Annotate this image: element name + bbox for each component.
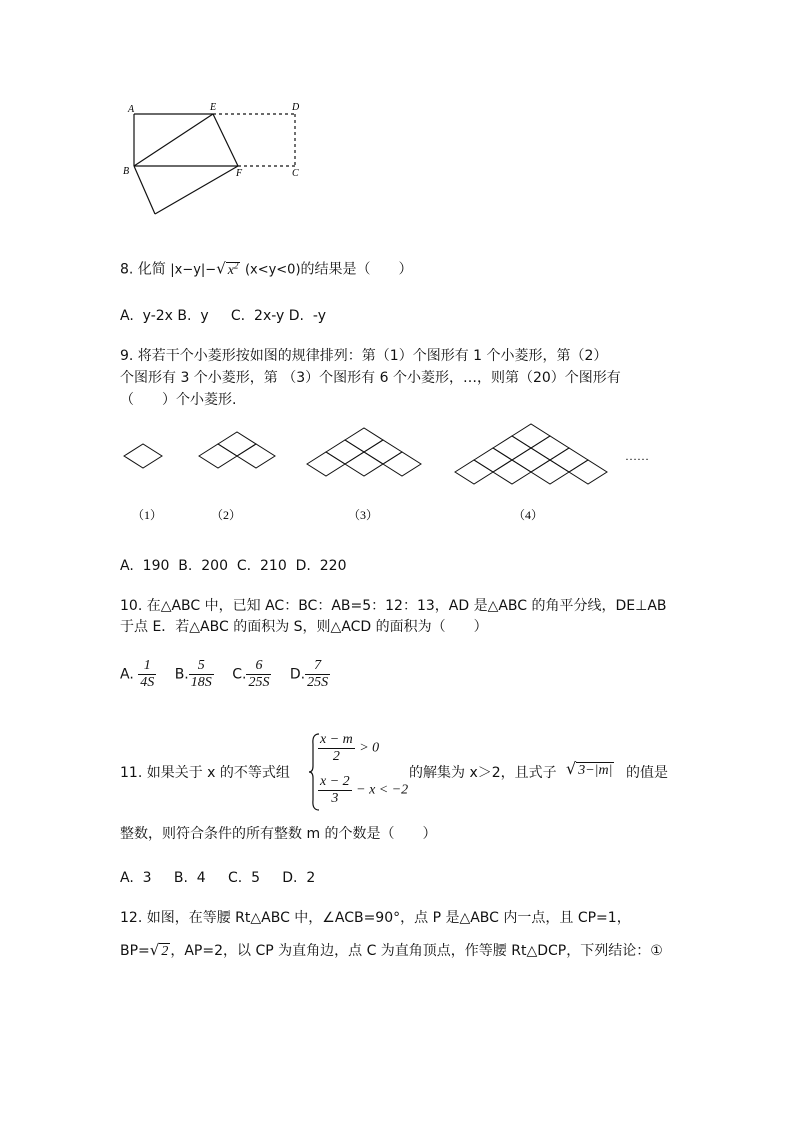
figure-label-3: （3） — [348, 508, 379, 522]
q11-suffix: 的值是 — [626, 765, 668, 781]
q11-inequality-2: $\frac{x - 2}{3}$ − x < −2 — [320, 774, 409, 806]
q10-option-b: B. $\frac{5}{18S}$ — [174, 658, 212, 690]
question-8 — [120, 255, 413, 281]
q8-abs-expr: |x−y|− — [170, 262, 217, 278]
question-11 — [120, 732, 668, 812]
label-A: A — [128, 104, 135, 115]
q11-prefix: 11. 如果关于 x 的不等式组 — [120, 765, 290, 781]
q11-inequality-1: $\frac{x - m}{2}$ > 0 — [320, 732, 380, 764]
q10-option-d: D. $\frac{7}{25S}$ — [289, 658, 329, 690]
q10-options — [120, 658, 330, 691]
figure-label-4: （4） — [513, 508, 544, 522]
label-E: E — [210, 102, 217, 113]
q11-middle: 的解集为 x＞2，且式子 — [409, 765, 557, 781]
label-D: D — [292, 102, 300, 113]
q9-line2: 个图形有 3 个小菱形，第 （3）个图形有 6 个小菱形，…，则第（20）个图形有 — [120, 370, 621, 386]
q8-suffix: 的结果是（ ） — [300, 261, 413, 278]
label-F: F — [236, 168, 243, 179]
q8-sqrt: √ $x^2$ — [216, 259, 239, 278]
figure-label-1: （1） — [132, 508, 163, 522]
q12-sqrt: √ 2 — [149, 941, 169, 959]
label-C: C — [292, 168, 299, 179]
q11-options: A. 3 B. 4 C. 5 D. 2 — [120, 870, 316, 886]
q11-line2: 整数，则符合条件的所有整数 m 的个数是（ ） — [120, 826, 437, 842]
q12-line2: BP=√ 2 ，AP=2，以 CP 为直角边，点 C 为直角顶点，作等腰 Rt△DCP，下列结论：① — [120, 940, 663, 962]
q9-line1: 9. 将若干个小菱形按如图的规律排列：第（1）个图形有 1 个小菱形，第（2） — [120, 348, 608, 364]
q8-options: A. y-2x B. y C. 2x-y D. -y — [120, 308, 326, 324]
q10-line1: 10. 在△ABC 中，已知 AC：BC：AB=5：12：13，AD 是△ABC 的角平分线，DE⊥AB — [120, 598, 667, 614]
figure-label-2: （2） — [211, 508, 242, 522]
q11-sqrt: √ 3−|m| — [566, 759, 613, 778]
q10-option-a: A. $\frac{1}{4S}$ — [120, 658, 155, 690]
q10-line2: 于点 E．若△ABC 的面积为 S，则△ACD 的面积为（ ） — [120, 619, 488, 635]
ellipsis: …… — [625, 449, 649, 463]
rectangle-fold-figure — [118, 96, 318, 220]
q12-line1: 12. 如图，在等腰 Rt△ABC 中，∠ACB=90°，点 P 是△ABC 内一点，且 CP=1， — [120, 910, 631, 926]
q8-prefix: 8. 化简 — [120, 261, 166, 278]
q9-options: A. 190 B. 200 C. 210 D. 220 — [120, 558, 347, 574]
q10-option-c: C. $\frac{6}{25S}$ — [232, 658, 270, 690]
q8-condition: (x<y<0) — [244, 262, 301, 278]
q9-line3: （ ）个小菱形. — [120, 392, 237, 408]
label-B: B — [123, 166, 130, 177]
rhombus-pattern-figure — [118, 418, 658, 530]
